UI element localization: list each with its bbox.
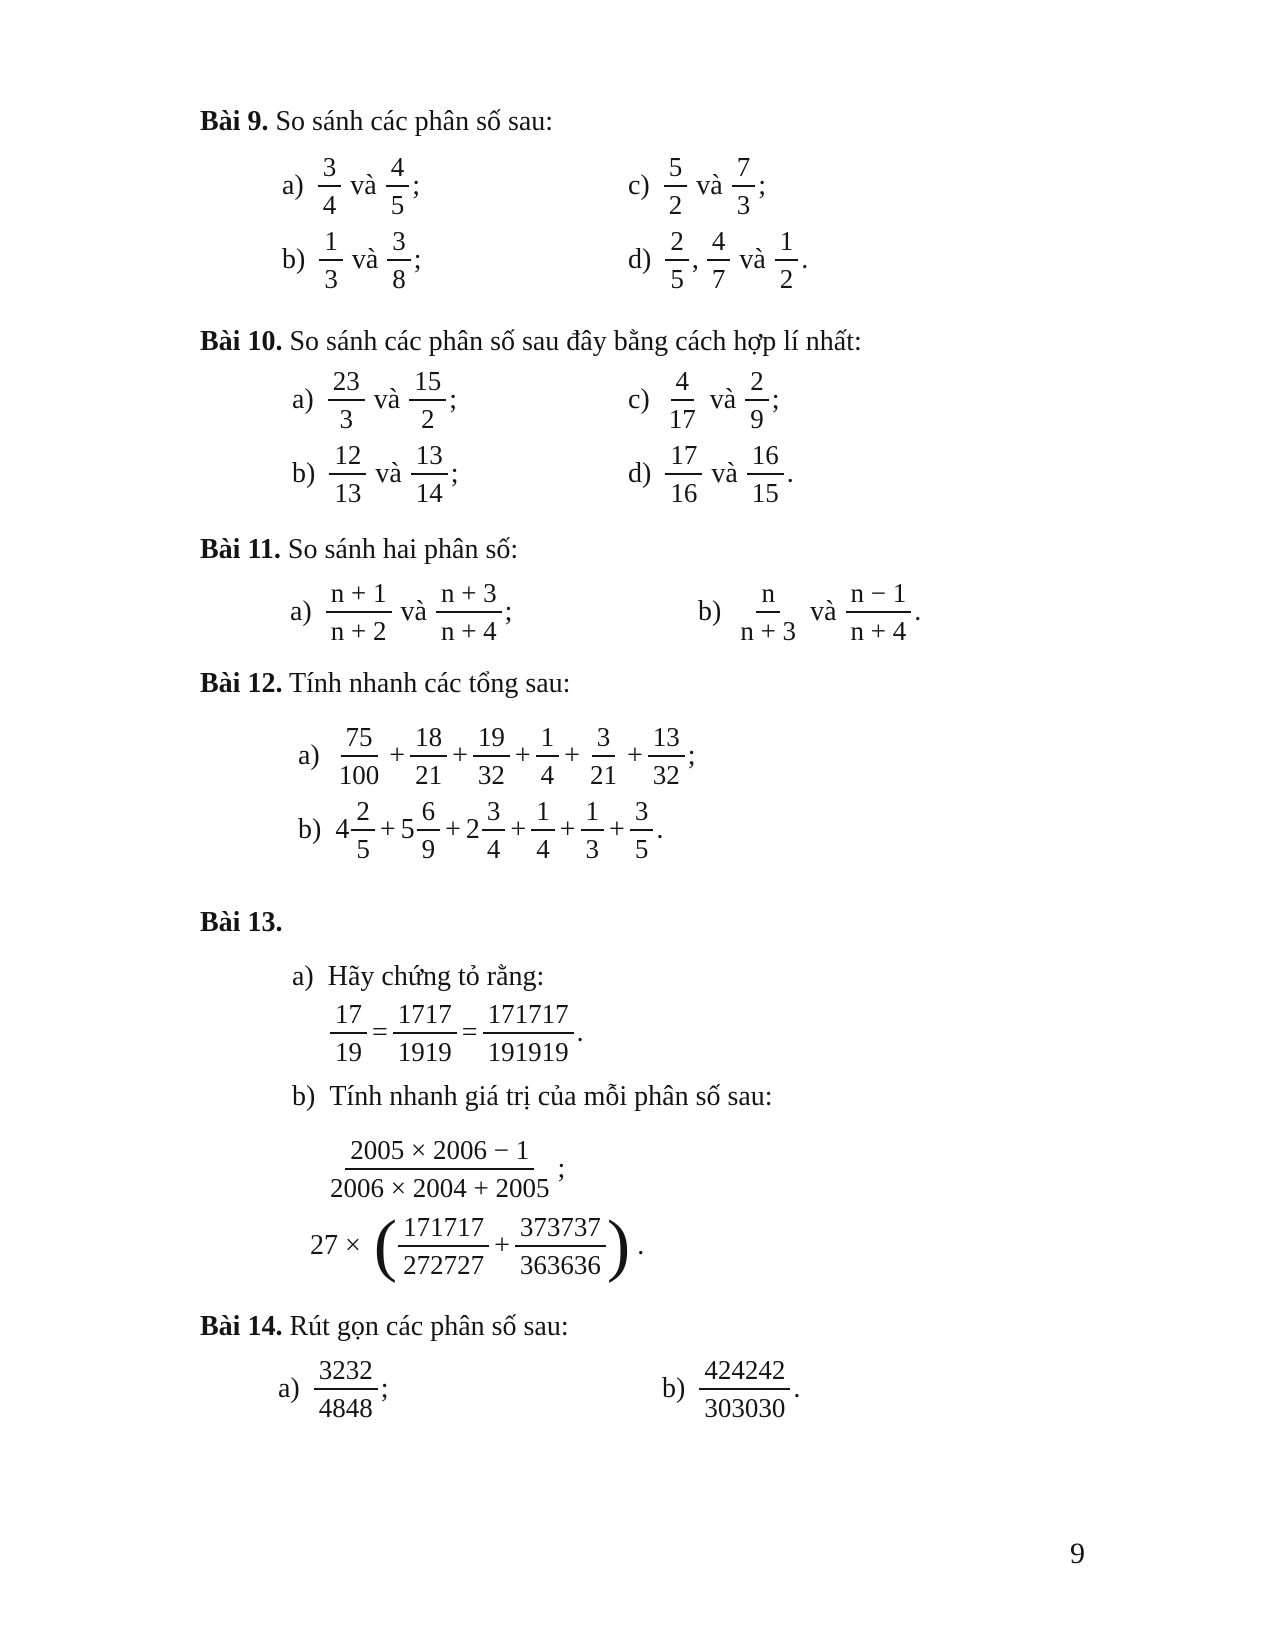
part-b [662, 1355, 800, 1423]
denominator: 3 [736, 190, 751, 220]
formula [325, 1135, 565, 1203]
denominator: 7 [711, 264, 726, 294]
exercise-number: Bài 11. [200, 534, 281, 565]
fraction [735, 578, 801, 646]
numerator: 17 [665, 440, 702, 475]
operator: + [626, 740, 643, 771]
part-a [200, 366, 628, 434]
fraction [330, 999, 367, 1067]
part-text: Hãy chứng tỏ rằng: [327, 961, 545, 992]
fraction [386, 152, 410, 220]
part-d [628, 226, 808, 294]
part-label: b) [298, 814, 322, 845]
denominator: 363636 [519, 1250, 601, 1280]
denominator: 21 [415, 760, 443, 790]
punctuation: ; [771, 384, 780, 415]
fraction [515, 1212, 606, 1280]
fraction [417, 796, 441, 864]
exercise-heading [200, 666, 1100, 702]
denominator: 21 [589, 760, 617, 790]
denominator: 303030 [704, 1393, 786, 1423]
numerator: 1 [319, 226, 343, 261]
denominator: 9 [750, 404, 764, 434]
denominator: 2 [668, 190, 683, 220]
fraction [581, 796, 605, 864]
exercise-heading [200, 324, 1100, 360]
fraction [585, 722, 622, 790]
numerator: n [756, 578, 780, 613]
formula [665, 440, 793, 508]
fraction [393, 999, 457, 1067]
denominator: 9 [421, 834, 436, 864]
numerator: 17 [330, 999, 367, 1034]
formula [735, 578, 921, 646]
numerator: 19 [473, 722, 510, 757]
fraction [665, 440, 702, 508]
exercise-bai-11 [200, 532, 1100, 646]
part-c [628, 152, 766, 220]
numerator: 2 [665, 226, 689, 261]
part-b [200, 440, 628, 508]
part-a [200, 1355, 662, 1423]
exercise-title: Rút gọn các phân số sau: [289, 1311, 569, 1342]
numerator: 3 [387, 226, 411, 261]
fraction [745, 366, 769, 434]
numerator: 13 [411, 440, 448, 475]
punctuation: . [786, 458, 794, 489]
mixed-number [401, 796, 441, 864]
connector-text: và [711, 458, 738, 489]
numerator: n − 1 [846, 578, 912, 613]
expression-line [200, 1135, 1100, 1203]
denominator: 32 [652, 760, 680, 790]
punctuation: ; [449, 384, 457, 415]
part-label: a) [290, 596, 312, 627]
part-label: b) [292, 1081, 316, 1112]
part-a [200, 959, 1100, 995]
punctuation: . [656, 814, 664, 845]
fraction [351, 796, 375, 864]
exercise-number: Bài 13. [200, 907, 283, 938]
numerator: 3 [482, 796, 506, 831]
connector-text: và [810, 596, 837, 627]
numerator: 171717 [398, 1212, 489, 1247]
formula [319, 226, 421, 294]
part-label: b) [662, 1373, 686, 1404]
connector-text: và [350, 170, 377, 201]
punctuation: ; [758, 170, 766, 201]
denominator: n + 4 [850, 616, 907, 646]
page-number: 9 [1070, 1537, 1085, 1570]
denominator: 13 [334, 478, 362, 508]
numerator: 12 [329, 440, 366, 475]
mixed-number [335, 796, 375, 864]
exercise-title: So sánh các phân số sau đây bằng cách hợp lí nhất: [289, 326, 862, 357]
denominator: 2 [420, 404, 435, 434]
numerator: 1 [531, 796, 555, 831]
numerator: n + 3 [436, 578, 502, 613]
fraction [410, 722, 447, 790]
part-b [200, 1079, 1100, 1115]
denominator: 32 [477, 760, 505, 790]
formula [330, 999, 584, 1067]
exercise-row [200, 440, 1100, 508]
exercise-heading [200, 104, 1100, 140]
fraction [326, 578, 392, 646]
connector-text: và [400, 596, 427, 627]
fraction [664, 152, 688, 220]
whole-number: 2 [465, 814, 480, 845]
formula [326, 578, 513, 646]
numerator: n + 1 [326, 578, 392, 613]
numerator: 424242 [699, 1355, 790, 1390]
numerator: 18 [410, 722, 447, 757]
parenthesized-expression [373, 1207, 631, 1284]
part-label: a) [278, 1373, 300, 1404]
whole-number: 4 [335, 814, 350, 845]
punctuation: . [576, 1017, 584, 1048]
operator: + [564, 740, 580, 771]
denominator: 4 [486, 834, 501, 864]
formula [664, 366, 780, 434]
punctuation: ; [412, 170, 420, 201]
denominator: 14 [415, 478, 443, 508]
exercise-heading [200, 532, 1100, 568]
fraction [732, 152, 756, 220]
fraction [775, 226, 799, 294]
fraction [409, 366, 446, 434]
exercise-heading [200, 1309, 1100, 1345]
denominator: 272727 [403, 1250, 485, 1280]
denominator: 2 [779, 264, 794, 294]
part-d [628, 440, 794, 508]
numerator: 2 [745, 366, 769, 401]
numerator: 4 [671, 366, 695, 401]
numerator: 4 [386, 152, 410, 187]
page-content [200, 0, 1100, 1423]
exercise-bai-13 [200, 905, 1100, 1284]
part-c [628, 366, 779, 434]
exercise-row [200, 366, 1100, 434]
fraction [334, 722, 385, 790]
denominator: 3 [324, 264, 338, 294]
exercise-row [200, 1355, 1100, 1423]
fraction [648, 722, 685, 790]
exercise-number: Bài 10. [200, 326, 283, 357]
numerator: 2 [351, 796, 375, 831]
denominator: 3 [585, 834, 600, 864]
fraction [531, 796, 555, 864]
fraction [411, 440, 448, 508]
part-a [200, 578, 698, 646]
fraction [319, 226, 343, 294]
denominator: n + 3 [740, 616, 797, 646]
punctuation: ; [687, 740, 696, 771]
numerator: 13 [648, 722, 685, 757]
equation-line [200, 999, 1100, 1067]
denominator: n + 2 [330, 616, 387, 646]
right-parenthesis: ) [606, 1207, 631, 1284]
connector-text: và [375, 458, 402, 489]
connector-text: và [373, 384, 401, 415]
numerator: 7 [732, 152, 756, 187]
numerator: 171717 [483, 999, 574, 1034]
punctuation: . [801, 244, 809, 275]
denominator: 16 [670, 478, 698, 508]
part-label: b) [282, 244, 306, 275]
numerator: 3 [592, 722, 616, 757]
denominator: 1919 [397, 1037, 452, 1067]
operator: = [461, 1017, 478, 1048]
denominator: 5 [670, 264, 684, 294]
part-b [698, 578, 921, 646]
fraction [483, 999, 574, 1067]
formula [665, 226, 808, 294]
numerator: 6 [417, 796, 441, 831]
denominator: 15 [751, 478, 779, 508]
operator: + [379, 814, 396, 845]
numerator: 75 [341, 722, 378, 757]
fraction [707, 226, 731, 294]
formula [664, 152, 766, 220]
operator: + [609, 814, 625, 845]
denominator: 4 [540, 760, 555, 790]
denominator: 4848 [318, 1393, 373, 1423]
mixed-number [466, 796, 506, 864]
numerator: 5 [664, 152, 688, 187]
formula [335, 796, 663, 864]
part-label: c) [628, 384, 650, 415]
formula [699, 1355, 800, 1423]
fraction [630, 796, 654, 864]
denominator: 4 [322, 190, 337, 220]
fraction [328, 366, 365, 434]
numerator: 373737 [515, 1212, 606, 1247]
punctuation: . [914, 596, 922, 627]
fraction [329, 440, 366, 508]
part-a [200, 722, 1100, 790]
numerator: 15 [409, 366, 446, 401]
numerator: 4 [707, 226, 731, 261]
part-label: a) [298, 740, 320, 771]
exercise-row [200, 152, 1100, 220]
fraction [473, 722, 510, 790]
part-label: d) [628, 458, 652, 489]
fraction [846, 578, 912, 646]
formula [334, 722, 696, 790]
punctuation: . [637, 1230, 645, 1261]
part-label: d) [628, 244, 652, 275]
denominator: n + 4 [440, 616, 497, 646]
exercise-title: So sánh hai phân số: [287, 534, 519, 565]
punctuation: , [691, 244, 699, 275]
whole-number: 5 [400, 814, 415, 845]
denominator: 19 [335, 1037, 362, 1067]
denominator: 5 [356, 834, 370, 864]
numerator: 1 [775, 226, 799, 261]
denominator: 4 [536, 834, 550, 864]
operator: + [452, 740, 468, 771]
numerator: 16 [747, 440, 784, 475]
denominator: 17 [668, 404, 696, 434]
fraction [747, 440, 784, 508]
denominator: 5 [634, 834, 649, 864]
numerator: 3 [630, 796, 654, 831]
expression-line [200, 1207, 1100, 1284]
punctuation: ; [380, 1373, 389, 1404]
formula [310, 1207, 645, 1284]
connector-text: và [739, 244, 766, 275]
part-b [200, 796, 1100, 864]
punctuation: . [793, 1373, 801, 1404]
formula [329, 440, 458, 508]
part-label: a) [282, 170, 304, 201]
numerator: 1717 [393, 999, 457, 1034]
numerator: 3 [318, 152, 342, 187]
numerator: 2005 × 2006 − 1 [345, 1135, 534, 1170]
exercise-number: Bài 14. [200, 1311, 283, 1342]
part-a [200, 152, 628, 220]
operator: + [559, 814, 576, 845]
operator: + [389, 740, 406, 771]
numerator: 23 [328, 366, 365, 401]
operator: + [510, 814, 527, 845]
formula [328, 366, 457, 434]
numerator: 1 [536, 722, 560, 757]
fraction [318, 152, 342, 220]
fraction [536, 722, 560, 790]
exercise-row [200, 226, 1100, 294]
left-parenthesis: ( [373, 1207, 398, 1284]
part-label: b) [292, 458, 316, 489]
fraction [436, 578, 502, 646]
part-text: Tính nhanh giá trị của mỗi phân số sau: [329, 1081, 773, 1112]
denominator: 3 [339, 404, 354, 434]
punctuation: ; [413, 244, 422, 275]
fraction [398, 1212, 489, 1280]
exercise-title: Tính nhanh các tổng sau: [288, 668, 571, 699]
connector-text: và [696, 170, 723, 201]
exercise-bai-12 [200, 666, 1100, 864]
denominator: 191919 [487, 1037, 569, 1067]
fraction [325, 1135, 554, 1203]
exercise-heading [200, 905, 1100, 941]
connector-text: và [351, 244, 379, 275]
exercise-number: Bài 9. [200, 106, 269, 137]
denominator: 8 [392, 264, 406, 294]
fraction [482, 796, 506, 864]
connector-text: 27 × [310, 1230, 361, 1261]
punctuation: ; [450, 458, 459, 489]
operator: + [514, 740, 531, 771]
denominator: 5 [390, 190, 405, 220]
numerator: 3232 [314, 1355, 378, 1390]
part-label: a) [292, 384, 314, 415]
operator: + [494, 1230, 510, 1261]
part-b [200, 226, 628, 294]
denominator: 2006 × 2004 + 2005 [330, 1173, 550, 1203]
punctuation: ; [557, 1153, 566, 1184]
exercise-bai-10 [200, 324, 1100, 508]
fraction [665, 226, 689, 294]
formula [314, 1355, 389, 1423]
fraction [314, 1355, 378, 1423]
fraction [387, 226, 411, 294]
formula [318, 152, 420, 220]
numerator: 1 [581, 796, 605, 831]
exercise-bai-9 [200, 104, 1100, 294]
exercise-row [200, 578, 1100, 646]
part-label: a) [292, 961, 314, 992]
exercise-bai-14 [200, 1309, 1100, 1423]
punctuation: ; [504, 596, 513, 627]
part-label: b) [698, 596, 722, 627]
denominator: 100 [338, 760, 380, 790]
connector-text: và [709, 384, 737, 415]
exercise-number: Bài 12. [200, 668, 283, 699]
part-label: c) [628, 170, 650, 201]
fraction [664, 366, 701, 434]
exercise-title: So sánh các phân số sau: [275, 106, 554, 137]
operator: = [372, 1017, 388, 1048]
operator: + [445, 814, 461, 845]
fraction [699, 1355, 790, 1423]
